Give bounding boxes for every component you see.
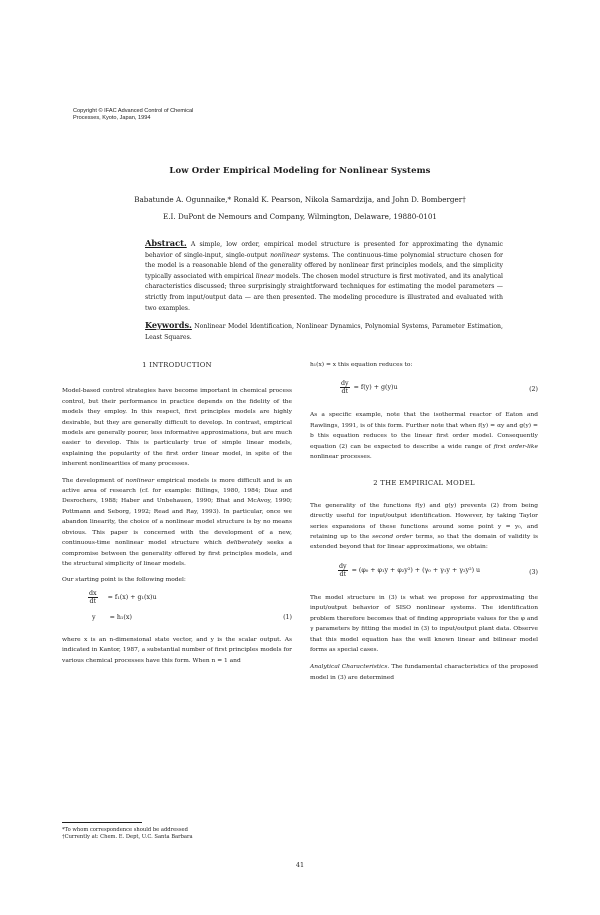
keywords-text: Nonlinear Model Identification, Nonlinear Dynamics, Polynomial Systems, Parameter Estimation, Least Squares. (145, 323, 503, 341)
abstract-term-linear: linear (255, 272, 274, 280)
model-paragraph-1-text: As a specific example, note that the isothermal reactor of Eaton and Rawlings, 1991, is of this form. Further note that when f(y) = αy and g(y) = b this equation reduces to the linear first order model. Consequently equation (2) can be expected to describe a wide range of (310, 412, 538, 450)
model-paragraph-2 (310, 501, 538, 553)
abstract-text-2: systems. The continuous-time polynomial structure chosen for the model is a reasonable blend of the generality offered by nonlinear first principles models, and the simplicity typically associated with empirical (145, 251, 504, 280)
equation-1-row-1-rhs: = f₁(x) + g₁(x)u (107, 593, 157, 601)
analytical-characteristics-label: Analytical Characteristics. (310, 664, 390, 671)
page-number: 41 (295, 861, 305, 869)
copyright-line-2: Processes, Kyoto, Japan, 1994 (73, 115, 151, 121)
author-list: Babatunde A. Ogunnaike,* Ronald K. Pearson, Nikola Samardzija, and John D. Bomberger† (134, 195, 466, 204)
abstract-term-nonlinear: nonlinear (270, 251, 301, 259)
model-paragraph-4-text: The fundamental characteristics of the proposed model in (3) are determined (310, 664, 538, 681)
equation-2-denominator: dt (341, 388, 349, 396)
abstract-label: Abstract. (145, 238, 187, 248)
abstract-text-1: A simple, low order, empirical model structure is presented for approximating the dynamic behavior of single-input, single-output (145, 241, 504, 259)
left-column (62, 360, 292, 666)
footnote-correspondence: *To whom correspondence should be addressed (62, 827, 188, 833)
right-continuation: h₁(x) = x this equation reduces to: (310, 362, 413, 368)
equation-3-body (338, 563, 480, 578)
equation-2-rhs: = f(y) + g(y)u (353, 384, 398, 392)
paper-title: Low Order Empirical Modeling for Nonlinear Systems (169, 166, 431, 176)
equation-2-derivative (340, 380, 350, 395)
copyright-line-1: Copyright © IFAC Advanced Control of Chemical (73, 108, 194, 114)
model-term-second-order: second order (372, 534, 413, 541)
intro-paragraph-2-text-a: The development of (62, 477, 123, 484)
right-column (310, 360, 538, 683)
equation-1-denominator: dt (89, 597, 97, 605)
equation-1-numerator: dx (89, 589, 97, 597)
intro-paragraph-2-text-b: empirical models is more difficult and is an active area of research (cf. for example: Billings, 1980, 1984; Diaz and Desrochers, 1988; Haber and Unbehauen, 1990; Bhat and McAvoy, 1990; Pottmann and Seborg, 1992; Read and Ray, 1993). In particular, once we abandon linearity, the choice of a nonlinear model structure is by no means obvious. This paper is concerned with the development of a new, continuous-time nonlinear model structure which (62, 477, 293, 547)
model-paragraph-2-end: terms, so that the domain of validity is extended beyond that for linear approximations, we obtain: (310, 534, 539, 551)
model-paragraph-3: The model structure in (3) is what we propose for approximating the input/output behavior of SISO nonlinear systems. The identification problem therefore becomes that of finding appropriate values for the φ and γ parameters by fitting the model in (3) to input/output plant data. Observe that this model equation has the well known linear and bilinear model forms as special cases. (310, 594, 538, 653)
equation-3-rhs: = (φ₀ + φ₁y + φ₂y²) + (γ₀ + γ₁y + γ₂y²) u (351, 566, 481, 574)
model-term-first-order-like: first order-like (493, 443, 538, 450)
model-paragraph-1 (310, 410, 538, 462)
keywords-label: Keywords. (145, 320, 192, 330)
equation-1-row-1 (88, 590, 157, 605)
section-1-heading: 1 INTRODUCTION (142, 361, 212, 369)
abstract-text-3: models. The chosen model structure is first motivated, and its analytical characteristics discussed; three surprisingly straightforward techniques for estimating the model parameters — strictly from input/output data — are then presented. The modeling procedure is illustrated and evaluated with two examples. (145, 272, 503, 312)
model-paragraph-1-end: nonlinear processes. (310, 454, 372, 461)
equation-2-numerator: dy (341, 380, 349, 388)
equation-1 (62, 589, 292, 629)
equation-3-derivative (338, 563, 348, 578)
model-paragraph-4 (310, 662, 538, 683)
intro-paragraph-1: Model-based control strategies have become important in chemical process control, but their performance in practice depends on the fidelity of the models they employ. In this respect, first principles models are highly desirable, but they are generally difficult to develop. In contrast, empirical models are generally poorer, less informative approximations, but are much easier to develop. This is particularly true of simple linear models, explaining the popularity of the first order linear model, in spite of the inherent nonlinearities of many processes. (62, 388, 292, 468)
equation-2 (310, 378, 538, 406)
keywords (145, 320, 503, 343)
equation-3-denominator: dt (339, 570, 347, 578)
section-2-heading: 2 THE EMPIRICAL MODEL (373, 479, 475, 488)
intro-term-deliberately: deliberately (226, 540, 263, 547)
equation-1-row-2-rhs: = h₁(x) (109, 613, 132, 621)
copyright-notice (73, 108, 293, 122)
footnote-current-address: †Currently at: Chem. E. Dept, U.C. Santa Barbara (62, 834, 193, 840)
abstract (145, 238, 503, 314)
intro-paragraph-2 (62, 476, 292, 570)
equation-1-number: (1) (283, 613, 292, 621)
equation-2-body (340, 380, 398, 395)
intro-paragraph-4: where x is an n-dimensional state vector, and y is the scalar output. As indicated in Kantor, 1987, a substantial number of first principles models for various chemical processes have this form. When n = 1 and (62, 636, 292, 664)
equation-3-numerator: dy (339, 562, 347, 570)
equation-1-row-2 (92, 613, 132, 623)
intro-paragraph-2-text-c: seeks a compromise between the generality offered by first principles models, and the structural simplicity of linear models. (62, 540, 292, 567)
footnote-rule (62, 822, 142, 823)
equation-3-number: (3) (529, 568, 538, 576)
equation-3 (310, 561, 538, 589)
equation-1-row-2-lhs: y (92, 613, 96, 621)
model-paragraph-2-text: The generality of the functions f(y) and g(y) prevents (2) from being directly useful for input/output identification. However, by taking Taylor series expansions of these functions around some point y = y₀, and retaining up to the (310, 502, 538, 541)
intro-term-nonlinear: nonlinear (125, 477, 155, 484)
equation-2-number: (2) (529, 386, 538, 394)
affiliation: E.I. DuPont de Nemours and Company, Wilmington, Delaware, 19880-0101 (163, 212, 437, 221)
equation-1-derivative (88, 590, 98, 605)
intro-paragraph-3: Our starting point is the following model: (62, 577, 186, 584)
